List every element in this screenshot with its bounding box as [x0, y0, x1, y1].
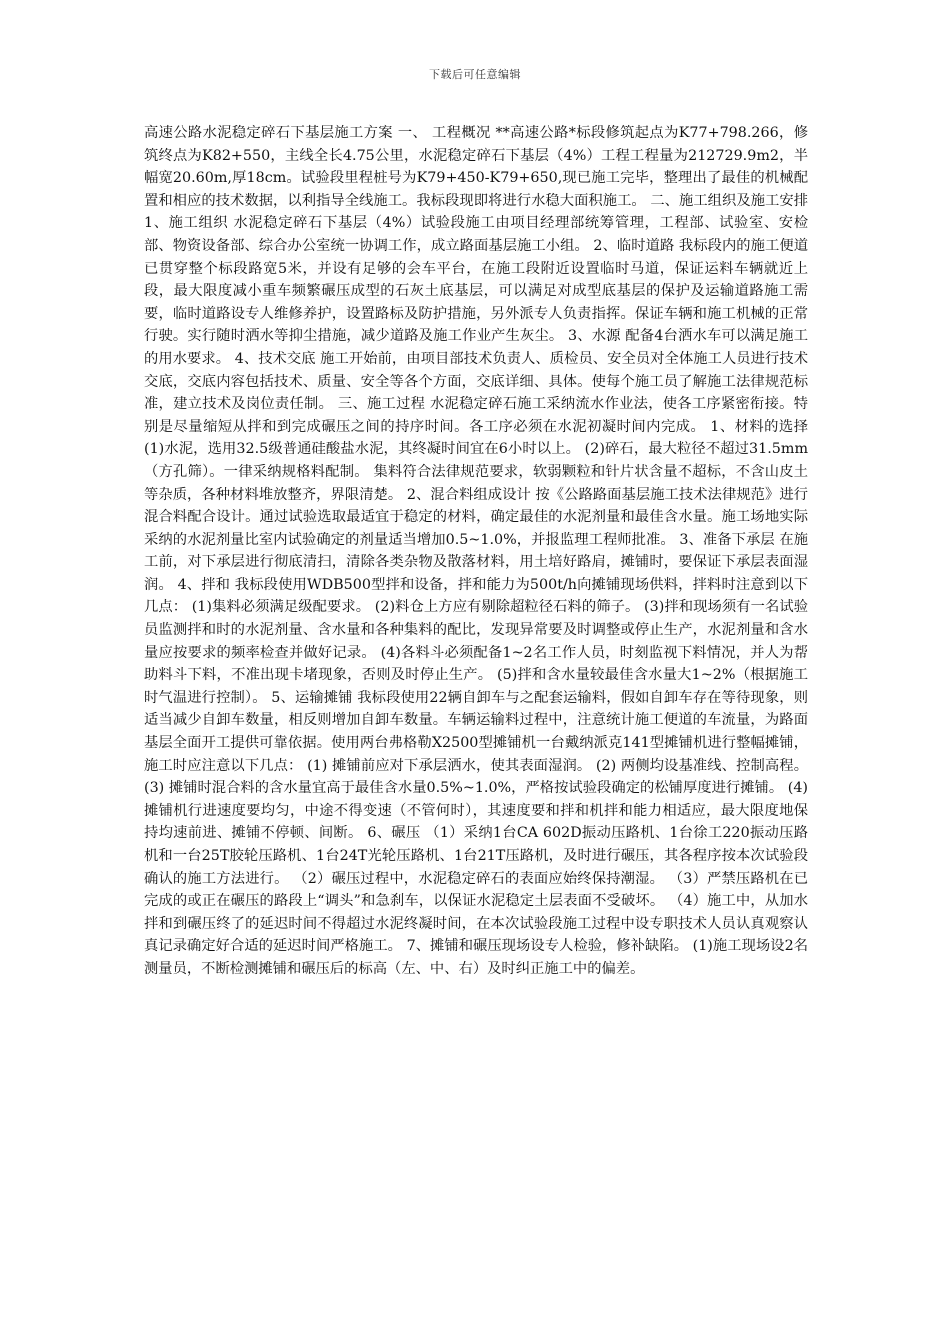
page-header: 下载后可任意编辑: [429, 68, 521, 81]
body-paragraph: 高速公路水泥稳定碎石下基层施工方案 一、 工程概况 **高速公路*标段修筑起点为K77+798.266，修筑终点为K82+550，主线全长4.75公里，水泥稳定碎石下基层（4%）工程工程量为212729.9m2，半幅宽20.60m,厚18cm。试验段里程桩号为K79+450-K79+650,现已施工完毕，整理出了最佳的机械配置和相应的技术数据，以利指导全线施工。我标段现即将进行水稳大面积施工。 二、施工组织及施工安排 1、施工组织 水泥稳定碎石下基层（4%）试验段施工由项目经理部统筹管理，工程部、试验室、安检部、物资设备部、综合办公室统一协调工作，成立路面基层施工小组。 2、临时道路 我标段内的施工便道已贯穿整个标段路宽5米，并设有足够的会车平台，在施工段附近设置临时马道，保证运料车辆就近上段，最大限度减小重车频繁碾压成型的石灰土底基层，可以满足对成型底基层的保护及运输道路施工需要，临时道路设专人维修养护，设置路标及防护措施，另外派专人负责指挥。保证车辆和施工机械的正常行驶。实行随时洒水等抑尘措施，减少道路及施工作业产生灰尘。 3、水源 配备4台洒水车可以满足施工的用水要求。 4、技术交底 施工开始前，由项目部技术负责人、质检员、安全员对全体施工人员进行技术交底，交底内容包括技术、质量、安全等各个方面，交底详细、具体。使每个施工员了解施工法律规范标准，建立技术及岗位责任制。 三、施工过程 水泥稳定碎石施工采纳流水作业法，使各工序紧密衔接。特别是尽量缩短从拌和到完成碾压之间的持序时间。各工序必须在水泥初凝时间内完成。 1、材料的选择 (1)水泥，选用32.5级普通硅酸盐水泥，其终凝时间宜在6小时以上。 (2)碎石，最大粒径不超过31.5mm（方孔筛）。一律采纳规格料配制。 集料符合法律规范要求，软弱颗粒和针片状含量不超标，不含山皮土等杂质，各种材料堆放整齐，界限清楚。 2、混合料组成设计 按《公路路面基层施工技术法律规范》进行混合料配合设计。通过试验选取最适宜于稳定的材料，确定最佳的水泥剂量和最佳含水量。施工场地实际采纳的水泥剂量比室内试验确定的剂量适当增加0.5~1.0%，并报监理工程师批准。 3、准备下承层 在施工前，对下承层进行彻底清扫，清除各类杂物及散落材料，用土培好路肩，摊铺时，要保证下承层表面湿润。 4、拌和 我标段使用WDB500型拌和设备，拌和能力为500t/h向摊铺现场供料，拌料时注意到以下几点： (1)集料必须满足级配要求。 (2)料仓上方应有剔除超粒径石料的筛子。 (3)拌和现场须有一名试验员监测拌和时的水泥剂量、含水量和各种集料的配比，发现异常要及时调整或停止生产，水泥剂量和含水量应按要求的频率检查并做好记录。 (4)各料斗必须配备1~2名工作人员，时刻监视下料情况，并人为帮助料斗下料，不准出现卡堵现象，否则及时停止生产。 (5)拌和含水量较最佳含水量大1~2%（根据施工时气温进行控制）。 5、运输摊铺 我标段使用22辆自卸车与之配套运输料，假如自卸车存在等待现象，则适当减少自卸车数量，相反则增加自卸车数量。车辆运输料过程中，注意统计施工便道的车流量，为路面基层全面开工提供可靠依据。使用两台弗格勒X2500型摊铺机一台戴纳派克141型摊铺机进行整幅摊铺，施工时应注意以下几点： (1) 摊铺前应对下承层洒水，使其表面湿润。 (2) 两侧均设基准线、控制高程。 (3) 摊铺时混合料的含水量宜高于最佳含水量0.5%~1.0%，严格按试验段确定的松铺厚度进行摊铺。 (4)摊铺机行进速度要均匀，中途不得变速（不管何时），其速度要和拌和机拌和能力相适应，最大限度地保持均速前进、摊铺不停顿、间断。 6、碾压 （1）采纳1台CA 602D振动压路机、1台徐工220振动压路机和一台25T胶轮压路机、1台24T光轮压路机、1台21T压路机，及时进行碾压，其各程序按本次试验段确认的施工方法进行。 （2）碾压过程中，水泥稳定碎石的表面应始终保持潮湿。 （3）严禁压路机在已完成的或正在碾压的路段上“调头”和急刹车，以保证水泥稳定土层表面不受破坏。 （4）施工中，从加水拌和到碾压终了的延迟时间不得超过水泥终凝时间，在本次试验段施工过程中设专职技术人员认真观察认真记录确定好合适的延迟时间严格施工。 7、摊铺和碾压现场设专人检验，修补缺陷。 (1)施工现场设2名测量员，不断检测摊铺和碾压后的标高（左、中、右）及时纠正施工中的偏差。: [144, 125, 808, 977]
